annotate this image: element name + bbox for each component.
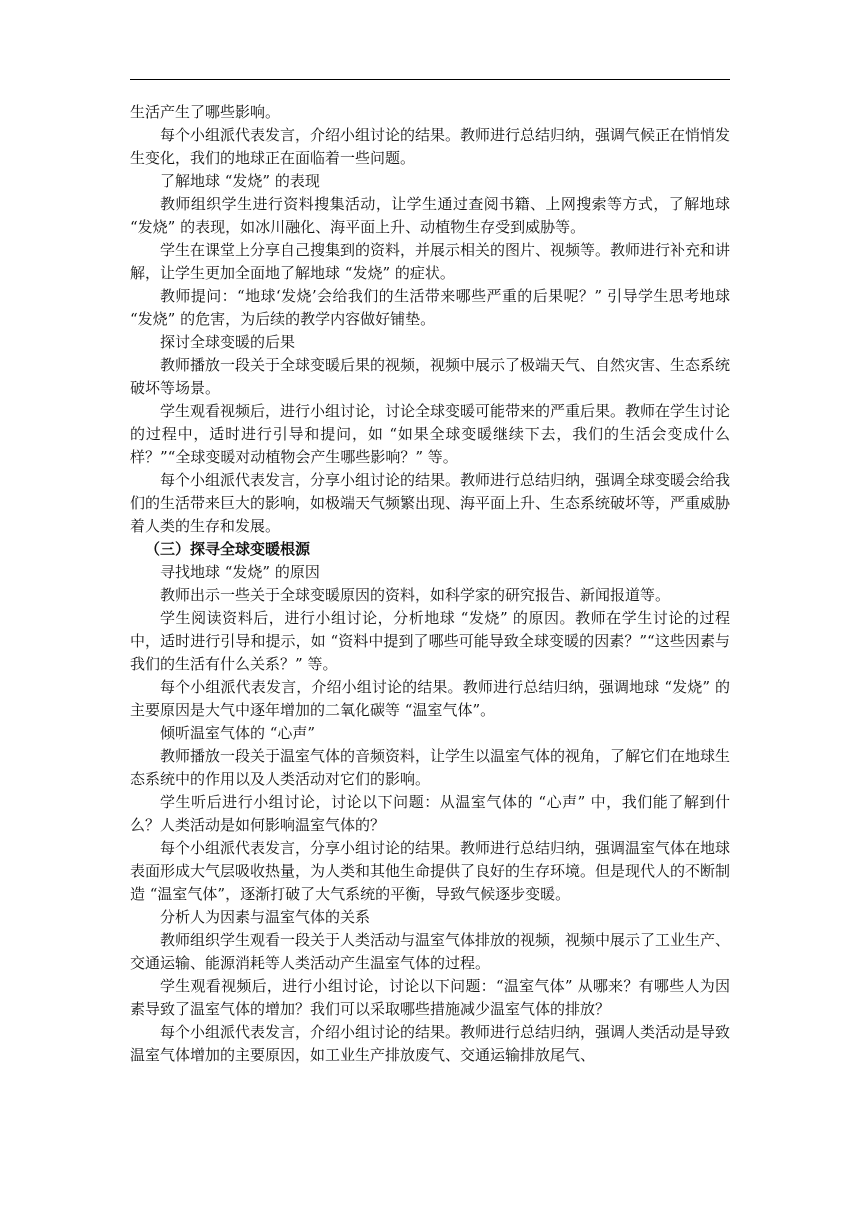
header-rule bbox=[130, 79, 730, 80]
paragraph: 教师播放一段关于温室气体的音频资料，让学生以温室气体的视角，了解它们在地球生态系统中的作用以及人类活动对它们的影响。 bbox=[130, 747, 731, 788]
paragraph: 教师出示一些关于全球变暖原因的资料，如科学家的研究报告、新闻报道等。 bbox=[160, 586, 671, 604]
paragraph: 学生听后进行小组讨论，讨论以下问题：从温室气体的 “心声” 中，我们能了解到什么？人类活动是如何影响温室气体的？ bbox=[130, 793, 730, 834]
paragraph: 教师组织学生观看一段关于人类活动与温室气体排放的视频，视频中展示了工业生产、交通运输、能源消耗等人类活动产生温室气体的过程。 bbox=[130, 931, 731, 972]
paragraph: 每个小组派代表发言，分享小组讨论的结果。教师进行总结归纳，强调全球变暖会给我们的生活带来巨大的影响，如极端天气频繁出现、海平面上升、生态系统破坏等，严重威胁着人类的生存和发展。 bbox=[130, 471, 731, 535]
paragraph: 探讨全球变暖的后果 bbox=[160, 333, 296, 351]
paragraph: 学生观看视频后，进行小组讨论，讨论全球变暖可能带来的严重后果。教师在学生讨论的过程中，适时进行引导和提问，如 “如果全球变暖继续下去，我们的生活会变成什么样？”“全球变暖对动植物会产生哪些影响？” 等。 bbox=[130, 402, 731, 466]
paragraph: 学生在课堂上分享自己搜集到的资料，并展示相关的图片、视频等。教师进行补充和讲解，让学生更加全面地了解地球 “发烧” 的症状。 bbox=[130, 241, 731, 282]
paragraph: 教师提问：“地球‘发烧’会给我们的生活带来哪些严重的后果呢？” 引导学生思考地球 “发烧” 的危害，为后续的教学内容做好铺垫。 bbox=[130, 287, 730, 328]
section-heading: （三）探寻全球变暖根源 bbox=[145, 540, 311, 558]
paragraph: 分析人为因素与温室气体的关系 bbox=[160, 908, 371, 926]
paragraph: 每个小组派代表发言，分享小组讨论的结果。教师进行总结归纳，强调温室气体在地球表面形成大气层吸收热量，为人类和其他生命提供了良好的生存环境。但是现代人的不断制造 “温室气体”，逐渐打破了大气系统的平衡，导致气候逐步变暖。 bbox=[130, 839, 731, 903]
paragraph: 每个小组派代表发言，介绍小组讨论的结果。教师进行总结归纳，强调人类活动是导致温室气体增加的主要原因，如工业生产排放废气、交通运输排放尾气、 bbox=[130, 1023, 731, 1064]
paragraph: 学生观看视频后，进行小组讨论，讨论以下问题：“温室气体” 从哪来？有哪些人为因素导致了温室气体的增加？我们可以采取哪些措施减少温室气体的排放？ bbox=[130, 977, 730, 1018]
paragraph: 教师播放一段关于全球变暖后果的视频，视频中展示了极端天气、自然灾害、生态系统破坏等场景。 bbox=[130, 356, 731, 397]
paragraph-continuation: 生活产生了哪些影响。 bbox=[130, 103, 281, 121]
paragraph: 教师组织学生进行资料搜集活动，让学生通过查阅书籍、上网搜索等方式，了解地球 “发烧” 的表现，如冰川融化、海平面上升、动植物生存受到威胁等。 bbox=[130, 195, 730, 236]
paragraph: 倾听温室气体的 “心声” bbox=[160, 724, 316, 742]
paragraph: 每个小组派代表发言，介绍小组讨论的结果。教师进行总结归纳，强调气候正在悄悄发生变化，我们的地球正在面临着一些问题。 bbox=[130, 126, 731, 167]
paragraph: 学生阅读资料后，进行小组讨论，分析地球 “发烧” 的原因。教师在学生讨论的过程中，适时进行引导和提示，如 “资料中提到了哪些可能导致全球变暖的因素？”“这些因素与我们的生活有什么关系？” 等。 bbox=[130, 609, 730, 673]
paragraph: 每个小组派代表发言，介绍小组讨论的结果。教师进行总结归纳，强调地球 “发烧” 的主要原因是大气中逐年增加的二氧化碳等 “温室气体”。 bbox=[130, 678, 730, 719]
document-body bbox=[130, 101, 730, 1067]
paragraph: 了解地球 “发烧” 的表现 bbox=[160, 172, 320, 190]
paragraph: 寻找地球 “发烧” 的原因 bbox=[160, 563, 320, 581]
